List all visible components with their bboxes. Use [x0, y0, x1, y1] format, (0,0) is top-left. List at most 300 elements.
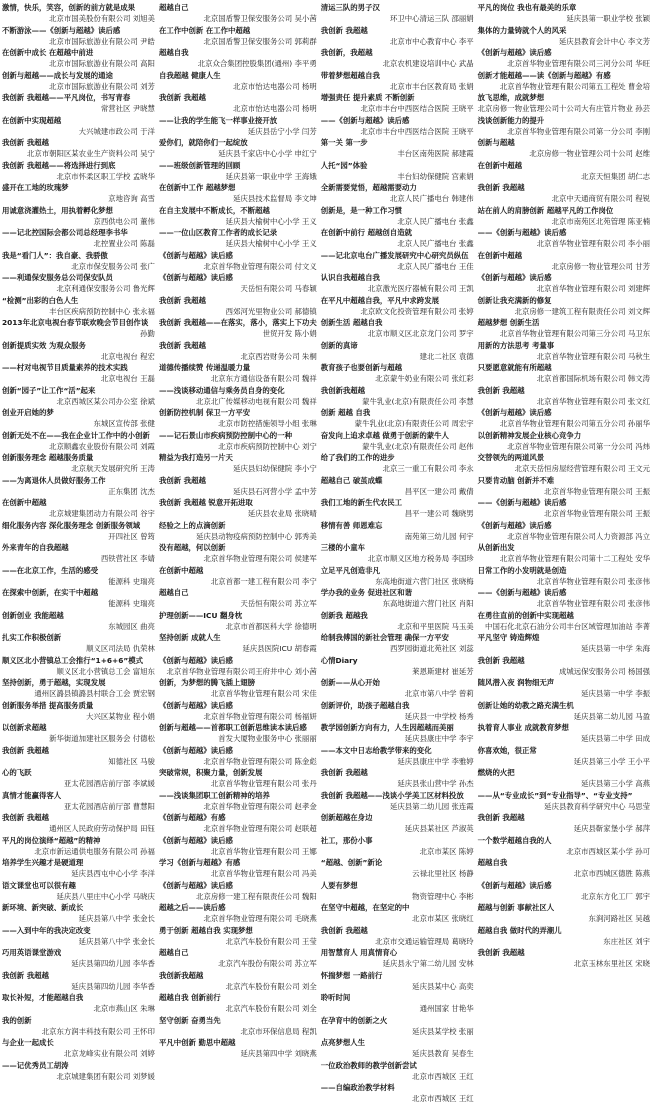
entry-author: 中国石化北京石油分公司丰台区域管理加油站 李菁 — [485, 621, 650, 631]
entry-author: 延庆县大榆树中心小学 王义 — [225, 216, 317, 226]
entry-author: 北京首华物业管理有限公司 王振 — [544, 509, 650, 519]
entry-author: 亚太花园酒店前厅部 李斌媛 — [63, 779, 155, 789]
list-item — [478, 385, 650, 408]
entry-author: 北京市怀柔区职工学校 孟晓华 — [56, 171, 155, 181]
entry-title: 经验之上的点滴创新 — [158, 520, 226, 530]
list-item — [2, 92, 155, 115]
entry-title: 创新创业 我能超越 — [2, 610, 64, 620]
entry-title: ——一位山区教育工作者的成长记录 — [158, 228, 278, 237]
entry-author: 东城园区 曲亮 — [108, 621, 155, 631]
entry-author: 通州国家 甘艳华 — [419, 1004, 474, 1014]
entry-author: 通州区潞县镇潞县村联合工会 贾宏钢 — [34, 689, 155, 699]
entry-title: 《创新与超越》读后感 — [477, 48, 552, 57]
entry-author: 北京激光医疗器械有限公司 王凯 — [367, 284, 474, 294]
entry-author: 北京蒙牛奶业有限公司 张红彩 — [375, 374, 474, 384]
list-item — [2, 25, 155, 48]
list-item — [321, 1037, 474, 1060]
list-item — [321, 160, 474, 183]
list-item — [321, 632, 474, 655]
entry-title: 培养学生兴趣才是硬道理 — [2, 858, 84, 867]
entry-title: 在创新中超越 — [477, 160, 523, 170]
entry-author: 延庆县第二幼儿园 张连霞 — [390, 801, 474, 811]
list-item — [478, 902, 650, 925]
entry-title: 创新，为梦想的腾飞插上翅膀 — [158, 678, 256, 687]
entry-author: 北京市中心教育中心 李平 — [390, 36, 474, 46]
entry-title: 我创新 我超越 — [158, 93, 206, 102]
entry-author: 西郊河光里物业公司 郝德镇 — [225, 306, 317, 316]
entry-title: 交替领先的两道风景 — [477, 453, 545, 462]
list-item — [159, 115, 317, 138]
entry-title: 扎实工作积极创新 — [2, 633, 62, 642]
entry-author: 延庆县教育 吴春生 — [412, 1049, 474, 1059]
entry-author: 世贸开发 陈小娟 — [262, 329, 317, 339]
entry-author: 能源科 史瑞亮 — [108, 576, 155, 586]
list-item — [478, 857, 650, 880]
list-item — [321, 2, 474, 25]
entry-title: 我创新 我超越 — [320, 25, 368, 35]
entry-title: 创新防控机制 保卫一方平安 — [158, 408, 251, 417]
entry-title: ——记石景山市疾病预防控制中心的一种 — [158, 430, 292, 440]
entry-title: 社工，那份小事 — [320, 835, 373, 845]
list-item — [2, 970, 155, 993]
entry-title: 我创新 我超越 — [2, 970, 49, 980]
list-item — [2, 745, 155, 768]
list-item — [321, 902, 474, 925]
entry-title: 创新生活 超越自我 — [320, 318, 383, 327]
entry-title: 在平凡中超越自我，平凡中求跨发展 — [320, 295, 439, 305]
entry-title: 我创新 我超越 — [320, 925, 368, 935]
entry-author: 北京房修一物业管理公司十公司大有庄管片物业 孙芸 — [477, 104, 650, 114]
list-item — [2, 497, 155, 520]
entry-title: 突破常规，积聚力量，创新发展 — [158, 768, 263, 777]
entry-author: 莱恩斯建材 崔延芳 — [412, 666, 474, 676]
list-item — [321, 272, 474, 295]
list-item — [159, 1037, 317, 1060]
entry-author: 延庆县第一中学 朱海 — [581, 644, 650, 654]
list-item — [159, 430, 317, 453]
entry-author: 北京首华物业管理有限公司 王娜 — [210, 846, 317, 856]
entry-author: 北京市疾病预防控制中心 刘宁 — [218, 441, 317, 451]
list-item — [2, 430, 155, 453]
entry-title: 清运三队的男子汉 — [320, 3, 380, 12]
entry-author: 北京市第八中学 曾莉 — [404, 689, 474, 699]
entry-title: 我是“看门人”：我自豪、我骄傲 — [2, 250, 108, 260]
entry-author: 北京首华物业管理有限公司 张文红 — [536, 396, 650, 406]
entry-title: 我创新我超越 — [320, 385, 366, 395]
entry-title: 超越自己 — [158, 588, 189, 597]
list-item — [478, 700, 650, 723]
list-item — [321, 295, 474, 318]
entry-title: 浅谈创新能力的提升 — [477, 115, 545, 125]
entry-title: 教学园创新方向有力，人生因超越而美丽 — [320, 723, 454, 732]
list-item — [159, 92, 317, 115]
entry-author: 物资管理中心 李彬 — [412, 891, 474, 901]
entry-author: 昌平一建公司 魏晓男 — [404, 509, 474, 519]
entry-author: 丰台妇幼保健院 宫素娟 — [397, 171, 474, 181]
entry-title: 《创新与超越》读后感 — [477, 880, 552, 890]
list-item — [478, 655, 650, 678]
entry-author: 西铁营社区 李婧 — [100, 554, 155, 564]
list-item — [321, 182, 474, 205]
entry-author: 北京市保安服务公司 张广 — [71, 261, 155, 271]
list-item — [159, 160, 317, 183]
list-item — [321, 1060, 474, 1083]
list-item — [2, 475, 155, 498]
list-item — [2, 137, 155, 160]
list-item — [321, 385, 474, 408]
entry-title: 语文课堂也可以很有趣 — [2, 880, 76, 890]
entry-title: 我创新 我超越 — [2, 138, 49, 147]
entry-author: 北京众合集团控股集团(通州) 李平勇 — [197, 59, 317, 69]
entry-author: 延庆县第八中学 张金长 — [78, 936, 155, 946]
entry-title: 学办我的业务 促进社区和谐 — [320, 588, 412, 597]
list-item — [478, 70, 650, 93]
list-item — [159, 835, 317, 858]
entry-title: 教育孩子也要创新与超越 — [320, 363, 403, 372]
entry-title: 集体的力量铸就个人的风采 — [477, 25, 567, 35]
entry-author: 北京市某区 张晓红 — [412, 914, 474, 924]
column-1 — [2, 2, 155, 1105]
entry-author: 北京房修一建工程有限责任公司 魏阳 — [196, 891, 317, 901]
entry-author: 北京利通保安服务公司 鲁光辉 — [56, 284, 155, 294]
entry-title: 学习《创新与超越》有感 — [158, 858, 241, 867]
list-item — [321, 947, 474, 970]
entry-author: 北京汽车股份有限公司 刘全 — [225, 1004, 317, 1014]
list-item — [159, 767, 317, 790]
entry-author: 北京市顺义区北京龙门公司 罗宇 — [367, 329, 474, 339]
entry-author: 亚太花园酒店前厅部 曹慧阳 — [63, 801, 155, 811]
entry-title: 给制我傅国的新社会管理 确保一方平安 — [320, 633, 449, 642]
entry-author: 顺义区司法局 仇荣林 — [86, 644, 155, 654]
entry-title: 我创新 我超越 — [2, 745, 49, 755]
entry-title: 在创新中前行 超越创自造就 — [320, 228, 412, 237]
entry-title: 勇于创新 超越自我 实现梦想 — [158, 925, 253, 935]
entry-author: 北京市西城区 王红 — [412, 1094, 474, 1104]
entry-title: 道德传播续赞 传递温暖力量 — [158, 363, 251, 372]
list-item — [2, 385, 155, 408]
entry-author: 北京三一重工有限公司 李永 — [382, 464, 474, 474]
entry-title: 人托“园”体验 — [320, 160, 368, 170]
entry-title: “超越、创新”新论 — [320, 858, 383, 867]
entry-author: 东高地街道六营门社区 张晓梅 — [375, 576, 474, 586]
entry-title: 《创新与超越》读后感 — [158, 880, 233, 890]
list-item — [2, 182, 155, 205]
list-item — [478, 475, 650, 498]
list-item — [159, 182, 317, 205]
entry-author: 北京人民广播电台 韩建伟 — [390, 194, 474, 204]
entry-title: 爱你们，就陪你们一起绽放 — [158, 138, 248, 147]
entry-title: 站在前人的肩膀创新 超越平凡的工作岗位 — [477, 205, 614, 215]
entry-author: 北京电视台 程宏 — [100, 351, 155, 361]
entry-author: 蒙牛乳业(北京)有限责任公司 赵伟 — [362, 441, 474, 451]
entry-title: 从创新出发 — [477, 543, 515, 552]
list-item — [478, 115, 650, 138]
entry-author: 延庆县康庄中学 李宇 — [404, 734, 474, 744]
entry-author: 北京市西城区 王红 — [412, 1071, 474, 1081]
entry-author: 北京东方化工厂 郭宇 — [581, 891, 650, 901]
list-item — [478, 947, 650, 970]
list-item — [321, 115, 474, 138]
entry-title: 创新的真谛 — [320, 340, 358, 350]
entry-author: 北京首华物业管理有限公司 刘建辉 — [536, 284, 650, 294]
entry-author: 北京市丰台中西医结合医院 王晓平 — [360, 126, 474, 136]
entry-author: 京西供电公司 董伟 — [93, 216, 155, 226]
entry-author: 丰台区南苑医院 郝建霞 — [397, 149, 474, 159]
entry-title: 创新超越在身边 — [320, 813, 373, 822]
entry-title: 全新需要觉悟，超越需要动力 — [320, 183, 417, 192]
entry-author: 北京中天通商贸有限公司 程锐 — [551, 194, 650, 204]
entry-title: 移情有善 师恩难忘 — [320, 520, 383, 530]
list-item — [2, 992, 155, 1015]
list-item — [159, 272, 317, 295]
entry-author: 蒙牛乳业(北京)有限责任公司 周宏宇 — [354, 419, 474, 429]
list-item — [321, 47, 474, 70]
entry-author: 延庆县农业局 张晓晴 — [247, 509, 317, 519]
entry-title: 我创新 我超越——浅谈小学美工区材料投放 — [320, 790, 464, 800]
entry-title: 我创新 我超越——在落实，落小，落实上下功夫 — [158, 318, 317, 327]
list-item — [2, 250, 155, 273]
list-item — [321, 970, 474, 993]
list-item — [159, 880, 317, 903]
entry-title: 放飞思维，成就梦想 — [477, 93, 545, 102]
entry-title: 我创新 我超越 锐意开拓进取 — [158, 498, 253, 507]
entry-title: 护理创新——ICU 翻身枕 — [158, 610, 243, 620]
entry-title: 《创新与超越》读后感 — [158, 655, 233, 665]
entry-author: 北京市交通运输管理局 葛晓玲 — [375, 936, 474, 946]
entry-author: 延庆县康庄中学 李雅婷 — [397, 756, 474, 766]
entry-author: 延庆县动物疫病预防控制中心 郭秀美 — [196, 531, 317, 541]
entry-author: 常营社区 尹晓慧 — [100, 104, 155, 114]
list-item — [321, 880, 474, 903]
entry-author: 延庆县第三小学 高燕 — [581, 779, 650, 789]
entry-author: 北京房修一物业管理公司 甘芳 — [551, 261, 650, 271]
entry-title: 创新服务理念 超越服务质量 — [2, 453, 94, 462]
list-item — [159, 25, 317, 48]
list-item — [321, 475, 474, 498]
entry-author: 北京首华物业管理有限公司第十二工程处 安华 — [499, 554, 650, 564]
list-item — [159, 992, 317, 1015]
entry-title: 超越自我 — [477, 858, 508, 867]
list-item — [2, 2, 155, 25]
entry-title: 《创新与超越》读后感 — [158, 835, 233, 845]
list-item — [321, 205, 474, 228]
entry-title: 在创新中超越 — [2, 498, 47, 507]
list-item — [321, 250, 474, 273]
entry-author: 北京龙峰实业有限公司 刘婷 — [63, 1049, 155, 1059]
entry-author: 北京市环保信息局 程凯 — [240, 1026, 317, 1036]
list-item — [321, 317, 474, 340]
column-2 — [159, 2, 317, 1105]
entry-author: 延庆县第一职业中学 王海娥 — [225, 171, 317, 181]
entry-author: 北京国盾警卫保安服务公司 吴小茜 — [203, 14, 317, 24]
entry-title: 《创新与超越》读后感 — [158, 745, 233, 755]
list-item — [2, 340, 155, 363]
list-item — [2, 902, 155, 925]
entry-author: 北京首华物业管理有限公司 侯建军 — [203, 554, 317, 564]
entry-title: 平凡中创新 勤思中超越 — [158, 1038, 236, 1047]
entry-title: ——在北京工作，生活的感受 — [2, 565, 99, 575]
entry-author: 北京市国际旅游业有限公司 高阳 — [49, 59, 155, 69]
entry-author: 延庆县张山营中学 孙杰 — [397, 779, 474, 789]
list-item — [2, 655, 155, 678]
entry-title: 我创新 我超越——平凡岗位，书写青春 — [2, 93, 131, 102]
list-item — [321, 520, 474, 543]
list-item — [159, 250, 317, 273]
entry-author: 北京国盾警卫保安服务公司 郭莉群 — [203, 36, 317, 46]
entry-title: ——记北京电台广播发展研究中心研究员纵伍 — [320, 250, 469, 260]
list-item — [2, 812, 155, 835]
entry-author: 北京首华物业管理有限公司 陈金彪 — [203, 756, 317, 766]
entry-author: 东涧河路社区 吴越 — [588, 914, 650, 924]
list-item — [159, 137, 317, 160]
entry-title: 《创新与超越》读后感 — [158, 250, 233, 260]
list-item — [478, 272, 650, 295]
list-item — [159, 790, 317, 813]
entry-title: 我创新 我超越 — [158, 475, 206, 485]
list-item — [2, 835, 155, 858]
entry-author: 延庆县某学校 张丽 — [412, 1026, 474, 1036]
list-item — [2, 857, 155, 880]
entry-title: 超越自我 — [158, 48, 189, 57]
entry-author: 北京房修一物业管理公司十公司 赵维 — [529, 149, 650, 159]
entry-title: 创新提质实效 为观众服务 — [2, 340, 86, 350]
list-item — [159, 902, 317, 925]
entry-author: 顺义区北小营镇总工会 富旭东 — [56, 666, 155, 676]
entry-title: ——让我的学生能飞一样事业接开放 — [158, 115, 278, 125]
list-item — [478, 497, 650, 520]
list-item — [159, 857, 317, 880]
column-4 — [478, 2, 650, 1105]
list-item — [2, 677, 155, 700]
list-item — [478, 430, 650, 453]
list-item — [321, 407, 474, 430]
entry-author: 北京市国美股份有限公司 刘旭美 — [49, 14, 155, 24]
list-item — [2, 227, 155, 250]
entry-author: 开四社区 曾筠 — [108, 531, 155, 541]
entry-author: 北京市南苑区北苑管理 陈亚楠 — [551, 216, 650, 226]
entry-title: 创新让我充满新的修复 — [477, 295, 552, 305]
entry-title: 创新与超越——首都职工创新思维读本读后感 — [158, 723, 307, 732]
list-item — [159, 520, 317, 543]
entry-title: 超越自我 做时代的弄潮儿 — [477, 925, 562, 935]
list-item — [2, 295, 155, 318]
entry-title: 我创新 我超越 — [2, 813, 49, 822]
entry-author: 北京房修一建筑工程有限责任公司 刘文辉 — [514, 306, 650, 316]
entry-author: 延庆县第一中学 李振 — [581, 689, 650, 699]
list-item — [159, 475, 317, 498]
entry-author: 首发大厦物业服务中心 张丽丽 — [218, 734, 317, 744]
list-item — [478, 677, 650, 700]
list-item — [2, 272, 155, 295]
list-item — [159, 722, 317, 745]
entry-author: 云禄北里社区 杨静 — [412, 869, 474, 879]
entry-author: 孙勤 — [140, 329, 155, 339]
entry-title: ——入到中年的我决定改变 — [2, 925, 91, 935]
entry-title: 创新评价，助孩子超越自我 — [320, 700, 410, 710]
list-item — [2, 47, 155, 70]
entry-title: 执着育人事业 成就教育梦想 — [477, 723, 569, 732]
entry-title: 只要愿意就能有所超越 — [477, 363, 552, 372]
entry-author: 北京西城区某公司办公室 徐斌 — [56, 396, 155, 406]
entry-title: 认识自我超越自我 — [320, 273, 380, 282]
entry-author: 北京市丰台区教育局 张娟 — [390, 81, 474, 91]
list-item — [478, 47, 650, 70]
entry-title: ——为离退休人员做好服务工作 — [2, 475, 106, 485]
entry-author: 南苑第三幼儿园 何宇 — [404, 531, 474, 541]
list-item — [321, 25, 474, 48]
entry-author: 延庆县石河营小学 孟中芳 — [233, 486, 317, 496]
entry-author: 天岳恒有限公司 苏立军 — [240, 599, 317, 609]
entry-author: 北京首华物业管理有限公司 张丹 — [210, 779, 317, 789]
list-item — [321, 542, 474, 565]
entry-author: 北京首华物业管理有限公司三河分公司 华旺 — [507, 59, 650, 69]
entry-title: 你喜欢她，很正常 — [477, 745, 537, 755]
list-item — [478, 205, 650, 228]
list-item — [478, 92, 650, 115]
list-item — [321, 1015, 474, 1038]
entry-title: 细化服务内容 深化服务理念 创新服务领域 — [2, 520, 141, 530]
entry-author: 新华街道加建社区服务会 付德松 — [49, 734, 155, 744]
entry-title: 自我超越 健康人生 — [158, 70, 221, 80]
list-item — [2, 362, 155, 385]
entry-title: 坚持创新，勇于超越，实现发展 — [2, 678, 106, 687]
list-item — [2, 925, 155, 948]
entry-title: ——利通保安服务总公司保安队员 — [2, 273, 113, 282]
entry-title: 我创新我超越 — [158, 970, 204, 980]
entry-author: 北京人民广播电台 张鑫 — [397, 216, 474, 226]
list-item — [159, 655, 317, 678]
entry-title: 在创新中工作 超越梦想 — [158, 183, 236, 192]
list-item — [2, 542, 155, 565]
list-item — [2, 722, 155, 745]
entry-author: 北京东方通信设备有限公司 魏祥 — [210, 374, 317, 384]
entry-title: 2013年北京电视台春节联欢晚会节目创作谈 — [2, 318, 149, 327]
entry-author: 北京首华物业管理有限公司王府井中心 刘小茜 — [166, 666, 317, 676]
entry-author: 北京电视台 王磊 — [100, 374, 155, 384]
list-item — [159, 565, 317, 588]
entry-author: 成城远保安服务公司 杨国强 — [558, 666, 650, 676]
list-item — [159, 2, 317, 25]
entry-author: 大兴城建市政公司 于洋 — [78, 126, 155, 136]
entry-title: 以创新精神发展企业核心竞争力 — [477, 430, 582, 440]
entry-author: 北京人民广播电台 张鑫 — [397, 239, 474, 249]
entry-title: 巧用英语课堂游戏 — [2, 948, 62, 957]
entry-author: 通州区人民政府劳动保护局 田钰 — [49, 824, 155, 834]
list-item — [321, 587, 474, 610]
entry-author: 延庆县第四中学 刘晓燕 — [240, 1049, 317, 1059]
entry-author: 东高地街道六营门社区 肖阳 — [382, 599, 474, 609]
list-item — [478, 790, 650, 813]
list-item — [478, 812, 650, 835]
list-item — [321, 610, 474, 633]
list-item — [159, 205, 317, 228]
list-item — [478, 767, 650, 790]
list-item — [159, 385, 317, 408]
entry-title: 《创新与超越》读后感 — [158, 700, 233, 710]
entry-title: 不断游泳——《创新与超越》读后感 — [2, 25, 121, 35]
list-item — [2, 610, 155, 633]
list-item — [159, 542, 317, 565]
column-3 — [321, 2, 474, 1105]
list-item — [478, 250, 650, 273]
list-item — [478, 227, 650, 250]
list-item — [159, 47, 317, 70]
entry-author: 北京顺鑫农业股份有限公司 刘霞 — [49, 441, 155, 451]
list-item — [159, 497, 317, 520]
entry-author: 北京北广传媒移动电视有限公司 魏祥 — [196, 396, 317, 406]
entry-title: 奋发向上追求卓越 做勇于创新的蒙牛人 — [320, 430, 449, 440]
list-item — [159, 452, 317, 475]
